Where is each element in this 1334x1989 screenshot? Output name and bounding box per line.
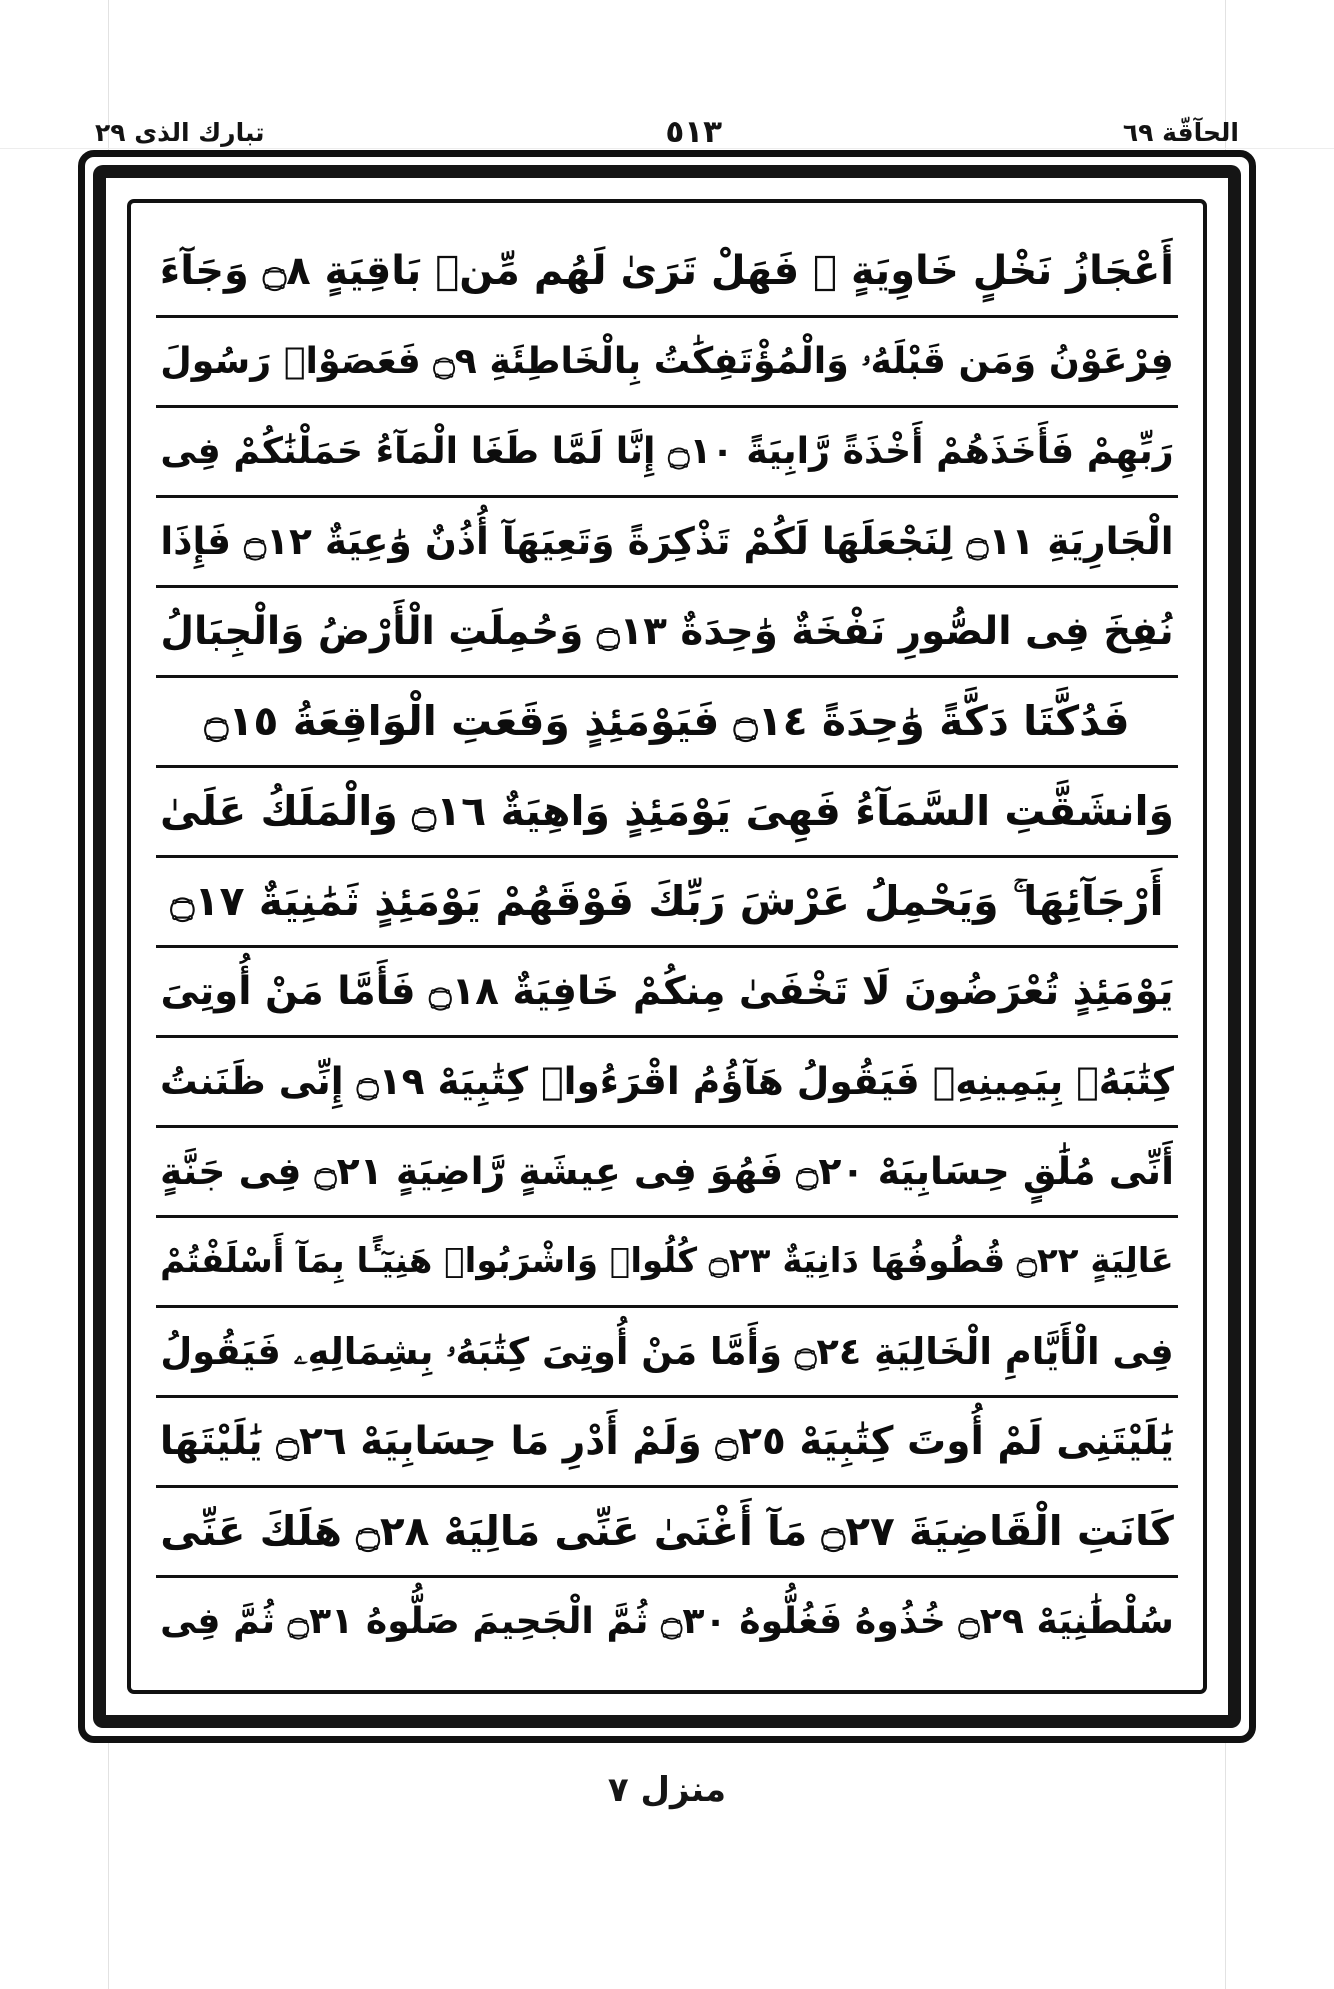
ayah-line-text: يَوْمَئِذٍ تُعْرَضُونَ لَا تَخْفَىٰ مِنكُمْ خَافِيَةٌ ۝١٨ فَأَمَّا مَنْ أُوتِىَ [160,968,1174,1014]
ayah-line [156,1398,1178,1488]
ayah-line [156,678,1178,768]
ayah-line [156,1218,1178,1308]
ayah-line-text: سُلْطَٰنِيَهْ ۝٢٩ خُذُوهُ فَغُلُّوهُ ۝٣٠ ثُمَّ الْجَحِيمَ صَلُّوهُ ۝٣١ ثُمَّ فِى [160,1599,1174,1643]
ayah-line [156,1308,1178,1398]
ayah-line-text: أَرْجَآئِهَا ۚ وَيَحْمِلُ عَرْشَ رَبِّكَ فَوْقَهُمْ يَوْمَئِذٍ ثَمَٰنِيَةٌ ۝١٧ [170,876,1164,925]
ayah-line-text: كِتَٰبَهُۥ بِيَمِينِهِۦ فَيَقُولُ هَآؤُمُ اقْرَءُوا۟ كِتَٰبِيَهْ ۝١٩ إِنِّى ظَنَنتُ [159,1058,1174,1103]
mushaf-frame-beaded-band [93,165,1241,1728]
mushaf-frame-inner [127,199,1207,1694]
page-number-label: ٥١٣ [665,113,723,150]
ayah-line-text: أَعْجَازُ نَخْلٍ خَاوِيَةٍ ۞ فَهَلْ تَرَىٰ لَهُم مِّنۢ بَاقِيَةٍ ۝٨ وَجَآءَ [159,248,1174,295]
ayah-line [156,1578,1178,1665]
manzil-label: منزل ٧ [607,1770,727,1810]
ayah-line [156,768,1178,858]
ayah-line [156,858,1178,948]
ayah-line-text: نُفِخَ فِى الصُّورِ نَفْخَةٌ وَٰحِدَةٌ ۝١٣ وَحُمِلَتِ الْأَرْضُ وَالْجِبَالُ [160,608,1174,654]
ayah-line [156,948,1178,1038]
ayah-line [156,228,1178,318]
juz-name-label: تبارك الذى ٢٩ [95,117,265,147]
ayah-line [156,1488,1178,1578]
ayah-line-text: فِرْعَوْنُ وَمَن قَبْلَهُۥ وَالْمُؤْتَفِكَٰتُ بِالْخَاطِئَةِ ۝٩ فَعَصَوْا۟ رَسُولَ [160,339,1174,383]
ayah-line [156,1128,1178,1218]
ayah-line-text: فَدُكَّتَا دَكَّةً وَٰحِدَةً ۝١٤ فَيَوْمَئِذٍ وَقَعَتِ الْوَاقِعَةُ ۝١٥ [204,696,1130,745]
ayah-line [156,408,1178,498]
ayah-line [156,1038,1178,1128]
ayah-line-text: وَانشَقَّتِ السَّمَآءُ فَهِىَ يَوْمَئِذٍ وَاهِيَةٌ ۝١٦ وَالْمَلَكُ عَلَىٰ [160,786,1174,835]
ayah-line-text: أَنِّى مُلَٰقٍ حِسَابِيَهْ ۝٢٠ فَهُوَ فِى عِيشَةٍ رَّاضِيَةٍ ۝٢١ فِى جَنَّةٍ [160,1148,1174,1193]
ayah-line-text: الْجَارِيَةِ ۝١١ لِنَجْعَلَهَا لَكُمْ تَذْكِرَةً وَتَعِيَهَآ أُذُنٌ وَٰعِيَةٌ ۝١٢ فَإِذَا [160,518,1174,563]
ayah-line [156,498,1178,588]
mushaf-text-body [156,228,1178,1665]
ayah-line-text: رَبِّهِمْ فَأَخَذَهُمْ أَخْذَةً رَّابِيَةً ۝١٠ إِنَّا لَمَّا طَغَا الْمَآءُ حَمَلْنَٰكُمْ فِى [160,429,1174,473]
ayah-line-text: فِى الْأَيَّامِ الْخَالِيَةِ ۝٢٤ وَأَمَّا مَنْ أُوتِىَ كِتَٰبَهُۥ بِشِمَالِهِۦ فَيَقُولُ [160,1330,1174,1373]
ayah-line-text: يَٰلَيْتَنِى لَمْ أُوتَ كِتَٰبِيَهْ ۝٢٥ وَلَمْ أَدْرِ مَا حِسَابِيَهْ ۝٢٦ يَٰلَيْتَهَا [159,1418,1174,1464]
page-footer [0,1770,1334,1810]
ayah-line [156,588,1178,678]
mushaf-frame-outer [78,150,1256,1743]
surah-name-label: الحآقّة ٦٩ [1122,117,1239,147]
ayah-line-text: كَانَتِ الْقَاضِيَةَ ۝٢٧ مَآ أَغْنَىٰ عَنِّى مَالِيَهْ ۝٢٨ هَلَكَ عَنِّى [160,1507,1174,1555]
ayah-line-text: عَالِيَةٍ ۝٢٢ قُطُوفُهَا دَانِيَةٌ ۝٢٣ كُلُوا۟ وَاشْرَبُوا۟ هَنِيٓـًٔا بِمَآ أَسْلَفْتُمْ [160,1241,1174,1282]
ayah-line [156,318,1178,408]
